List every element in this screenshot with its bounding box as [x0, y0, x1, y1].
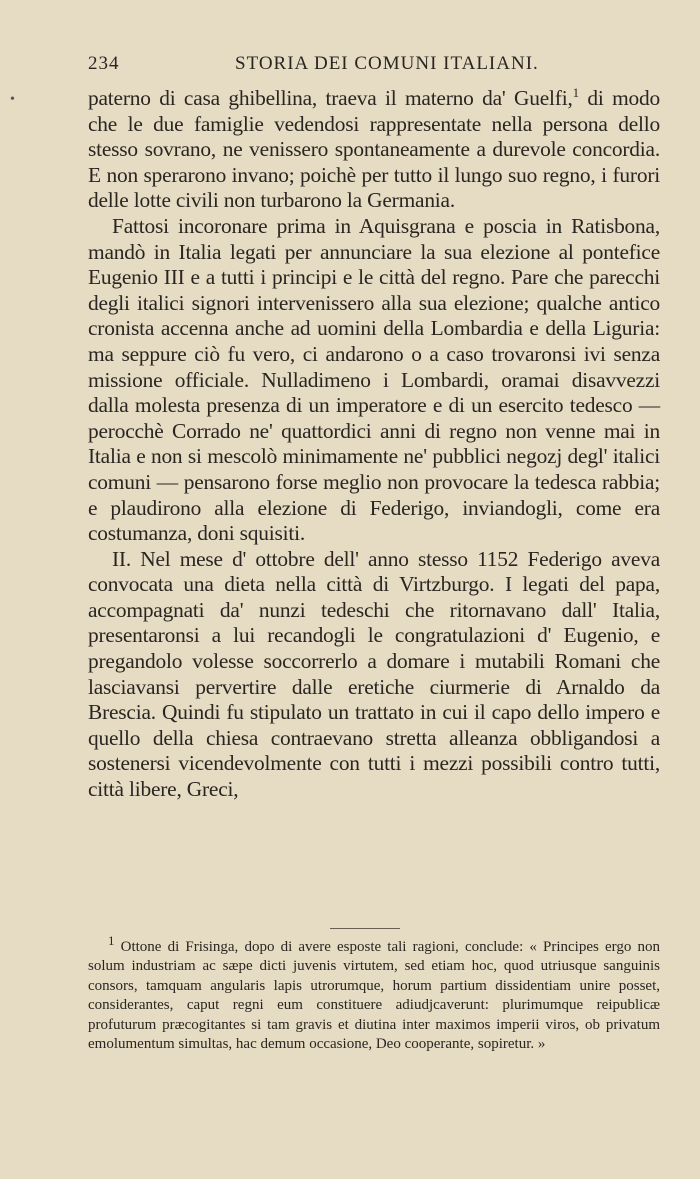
paragraph-1-text-a: paterno di casa ghibellina, traeva il materno da' Guelfi,	[88, 86, 573, 110]
page-number: 234	[88, 53, 120, 74]
running-title: STORIA DEI COMUNI ITALIANI.	[235, 53, 539, 74]
paragraph-3: II. Nel mese d' ottobre dell' anno stesso 1152 Federigo aveva convocata una dieta nella città di Virtzburgo. I legati del papa, accompagnati da' nunzi tedeschi che ritornavano dall' Italia, presentaronsi a lui recandogli le congratulazioni d' Eugenio, e pregandolo volesse soccorrerlo a domare i mutabili Romani che lasciavansi pervertire dalle eretiche ciurmerie di Arnaldo da Brescia. Quindi fu stipulato un trattato in cui il capo dello impero e quello della chiesa contraevano stretta alleanza obbligandosi a sostenersi vicendevolmente con tutti i mezzi possibili contro tutti, città libere, Greci,	[88, 546, 660, 802]
footnote-text: Ottone di Frisinga, dopo di avere esposte tali ragioni, conclude: « Principes ergo non solum industriam ac sæpe dicti juvenis virtutem, sed etiam hoc, quod utriusque sanguinis consors, tamquam angularis lapis utrorumque, horum partium dissidentiam unire posset, considerantes, caput regni eum constituere adiudjcaverunt: plurimumque reipublicæ profuturum præcogitantes si tam gravis et diutina inter maximos imperii viros, ob privatum emolumentum simultas, hac demum occasione, Deo cooperante, sopiretur. »	[88, 939, 660, 1053]
body-text	[88, 86, 660, 803]
margin-mark: •	[10, 92, 15, 107]
paragraph-1-text-b: di modo che le due famiglie vedendosi rappresentate nella persona dello stesso sovrano, ne venissero spontaneamente a durevole concordia. E non sperarono invano; poichè per tutto il lungo suo regno, i furori delle lotte civili non turbarono la Germania.	[88, 86, 661, 213]
paragraph-2: Fattosi incoronare prima in Aquisgrana e poscia in Ratisbona, mandò in Italia legati per annunciare la sua elezione al pontefice Eugenio III e a tutti i principi e le città del regno. Pare che parecchi degli italici signori intervenissero alla sua elezione; qualche antico cronista accenna anche ad uomini della Lombardia e della Liguria: ma seppure ciò fu vero, ci andarono o a caso trovaronsi ivi senza missione officiale. Nulladimeno i Lombardi, oramai disavvezzi dalla molesta presenza di un imperatore e di un esercito tedesco — perocchè Corrado ne' quattordici anni di regno non venne mai in Italia e non si mescolò minimamente ne' pubblici negozj degl' italici comuni — pensarono forse meglio non provocare la tedesca rabbia; e plaudirono alla elezione di Federigo, inviandogli, come era costumanza, doni squisiti.	[88, 213, 660, 546]
footnote-1	[88, 933, 660, 1054]
footnotes	[88, 933, 660, 1054]
paragraph-1	[88, 86, 660, 214]
footnote-number: 1	[108, 933, 115, 948]
footnote-reference: 1	[572, 84, 579, 100]
footnote-rule	[330, 928, 400, 929]
